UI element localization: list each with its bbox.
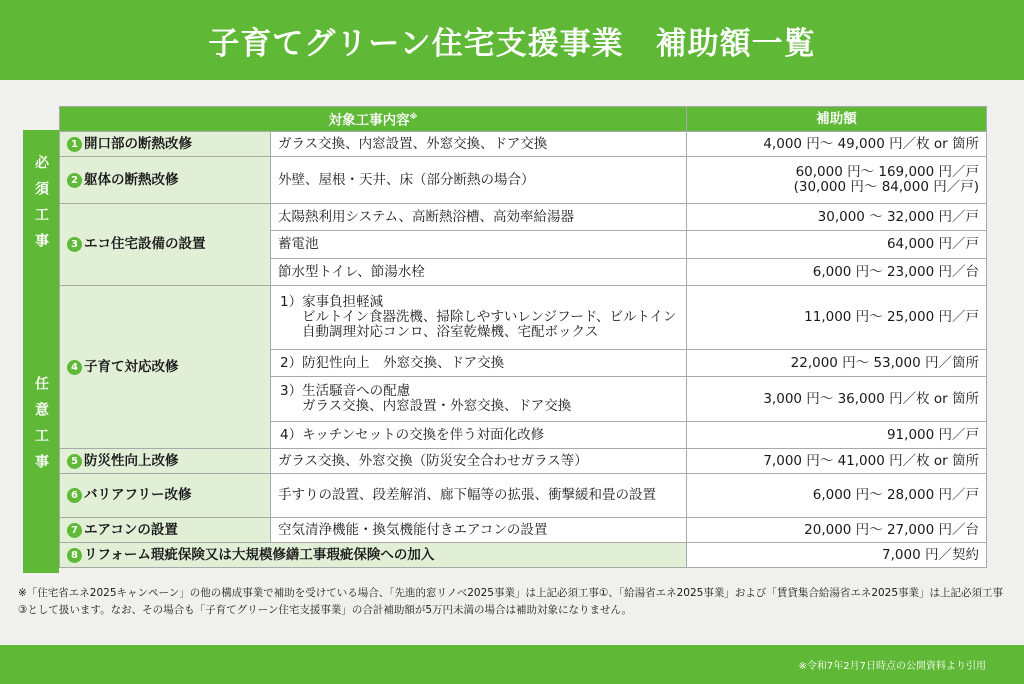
number-badge: 6 — [67, 488, 82, 503]
page-title — [0, 0, 1024, 80]
amount-cell: 7,000 円〜 41,000 円／枚 or 箇所 — [687, 449, 987, 474]
category-cell — [60, 474, 271, 518]
header-work — [60, 107, 687, 132]
work-cell: ガラス交換、外窓交換（防災安全合わせガラス等） — [271, 449, 687, 474]
table-row — [60, 157, 987, 204]
amount-cell: 30,000 〜 32,000 円／戸 — [687, 204, 987, 231]
section-label-optional-text: 任意工事 — [33, 376, 49, 480]
work-cell — [271, 422, 687, 449]
work-cell: 節水型トイレ、節湯水栓 — [271, 259, 687, 286]
title-text: 子育てグリーン住宅支援事業 補助額一覧 — [208, 25, 816, 62]
sub-item-head: 4）キッチンセットの交換を伴う対面化改修 — [280, 426, 545, 443]
table-header-row — [60, 107, 987, 132]
work-cell — [271, 286, 687, 350]
sub-item-head: 3）生活騒音への配慮 — [280, 383, 411, 399]
table-row — [60, 518, 987, 543]
work-cell: ガラス交換、内窓設置、外窓交換、ドア交換 — [271, 132, 687, 157]
category-label: 躯体の断熱改修 — [84, 171, 179, 188]
header-amount: 補助額 — [687, 107, 987, 132]
work-cell: 外壁、屋根・天井、床（部分断熱の場合） — [271, 157, 687, 204]
category-cell — [60, 157, 271, 204]
amount-cell: 4,000 円〜 49,000 円／枚 or 箇所 — [687, 132, 987, 157]
section-label-optional — [23, 283, 59, 573]
table-row — [60, 286, 987, 350]
work-cell: 太陽熱利用システム、高断熱浴槽、高効率給湯器 — [271, 204, 687, 231]
category-label: 開口部の断熱改修 — [84, 135, 192, 152]
header-work-text: 対象工事内容 — [328, 112, 410, 129]
amount-line-1: 60,000 円〜 169,000 円／戸 — [795, 164, 979, 180]
amount-cell: 6,000 円〜 23,000 円／台 — [687, 259, 987, 286]
footnote: ※「住宅省エネ2025キャンペーン」の他の構成事業で補助を受けている場合、「先進的窓リノベ2025事業」は上記必須工事①、「給湯省エネ2025事業」および「賃貸集合給湯省エネ2025事業」は上記必須工事③として扱います。なお、その場合も「子育てグリーン住宅支援事業」の合計補助額が5万円未満の場合は補助対象になりません。 — [18, 587, 1004, 616]
category-label: エコ住宅設備の設置 — [84, 236, 206, 252]
subsidy-table — [59, 106, 987, 568]
category-label: 防災性向上改修 — [84, 452, 179, 469]
amount-cell — [687, 157, 987, 204]
category-label: 子育て対応改修 — [84, 358, 179, 375]
amount-cell: 7,000 円／契約 — [687, 543, 987, 568]
number-badge: 2 — [67, 173, 82, 188]
table-row — [60, 204, 987, 231]
work-cell — [271, 377, 687, 422]
table-row — [60, 132, 987, 157]
number-badge: 5 — [67, 454, 82, 469]
category-cell — [60, 543, 687, 568]
category-label: エアコンの設置 — [84, 521, 178, 538]
section-label-required — [23, 130, 59, 283]
sub-item-detail: ビルトイン食器洗機、掃除しやすいレンジフード、ビルトイン自動調理対応コンロ、浴室乾燥機、宅配ボックス — [302, 309, 677, 340]
sub-item-head: 1）家事負担軽減 — [280, 294, 384, 310]
number-badge: 7 — [67, 523, 82, 538]
number-badge: 8 — [67, 548, 82, 563]
work-cell: 空気清浄機能・換気機能付きエアコンの設置 — [271, 518, 687, 543]
category-label: リフォーム瑕疵保険又は大規模修繕工事瑕疵保険への加入 — [84, 546, 435, 563]
category-label: バリアフリー改修 — [84, 487, 192, 503]
amount-cell: 3,000 円〜 36,000 円／枚 or 箇所 — [687, 377, 987, 422]
table-row — [60, 474, 987, 518]
header-work-mark: ※ — [409, 112, 418, 122]
category-cell — [60, 132, 271, 157]
category-cell — [60, 204, 271, 286]
amount-cell: 64,000 円／戸 — [687, 231, 987, 259]
work-cell — [271, 350, 687, 377]
amount-line-2: (30,000 円〜 84,000 円／戸) — [793, 179, 979, 195]
sub-item-head: 2）防犯性向上 外窓交換、ドア交換 — [280, 354, 505, 371]
amount-cell: 20,000 円〜 27,000 円／台 — [687, 518, 987, 543]
category-cell — [60, 518, 271, 543]
sub-item-detail: ガラス交換、内窓設置・外窓交換、ドア交換 — [302, 398, 572, 414]
number-badge: 3 — [67, 237, 82, 252]
amount-cell: 22,000 円〜 53,000 円／箇所 — [687, 350, 987, 377]
amount-cell: 91,000 円／戸 — [687, 422, 987, 449]
table-row — [60, 449, 987, 474]
number-badge: 4 — [67, 360, 82, 375]
amount-cell: 11,000 円〜 25,000 円／戸 — [687, 286, 987, 350]
number-badge: 1 — [67, 137, 82, 152]
category-cell — [60, 449, 271, 474]
category-cell — [60, 286, 271, 449]
work-cell: 蓄電池 — [271, 231, 687, 259]
table-row — [60, 543, 987, 568]
source-note: ※令和7年2月7日時点の公開資料より引用 — [798, 661, 986, 672]
work-cell: 手すりの設置、段差解消、廊下幅等の拡張、衝撃緩和畳の設置 — [271, 474, 687, 518]
amount-cell: 6,000 円〜 28,000 円／戸 — [687, 474, 987, 518]
section-label-required-text: 必須工事 — [33, 154, 49, 259]
